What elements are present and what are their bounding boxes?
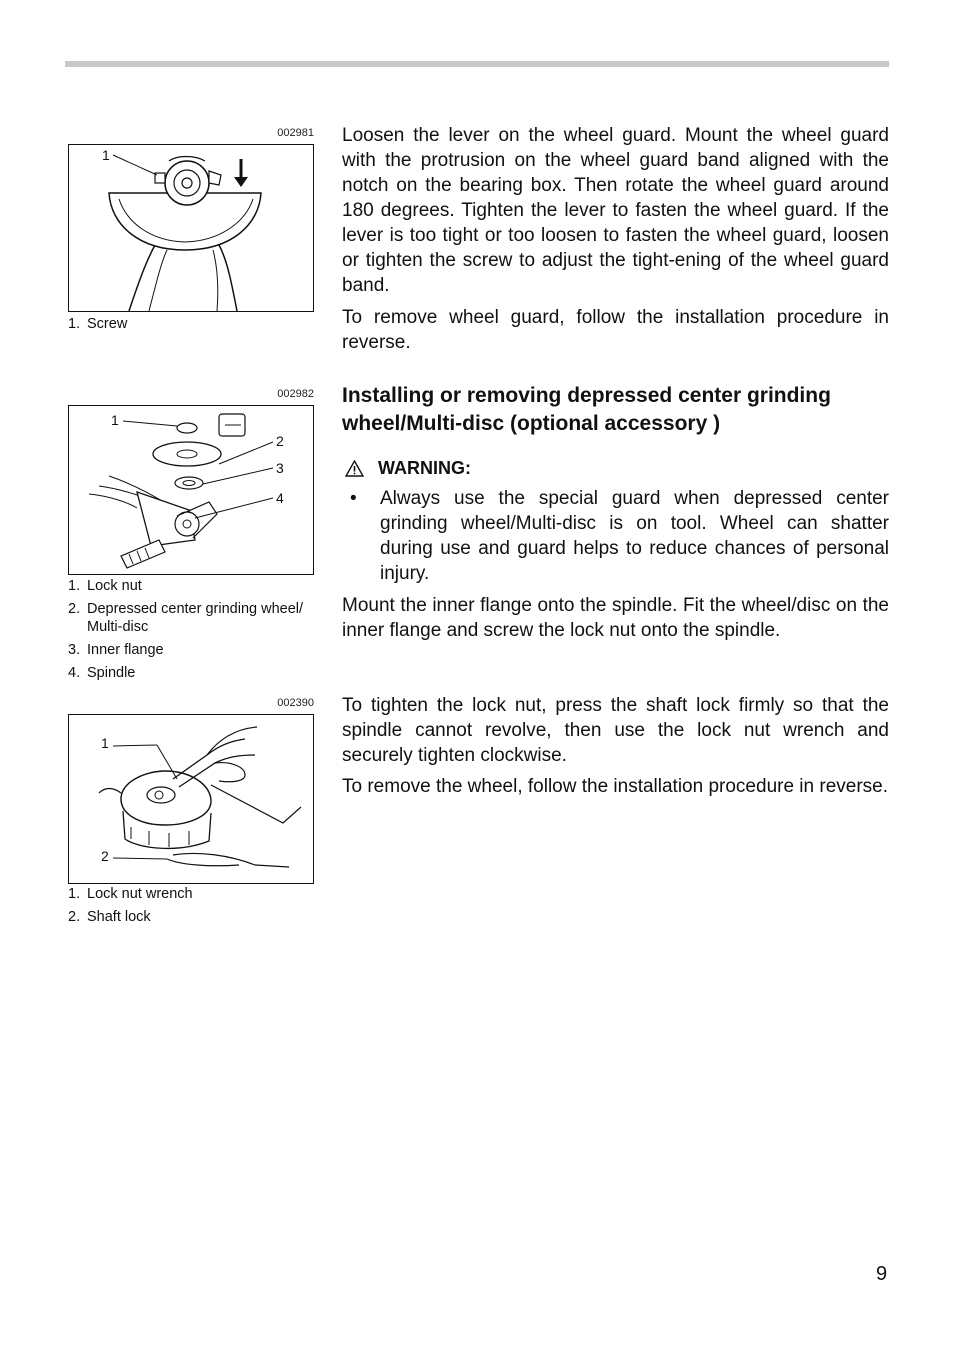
- legend-item: 1. Lock nut: [68, 578, 142, 594]
- header-rule: [65, 61, 889, 67]
- figure-illustration-depressed-wheel: [68, 405, 314, 575]
- body-text-block-3: [342, 693, 889, 799]
- bullet-dot: •: [350, 488, 357, 509]
- body-text-block-2: [342, 593, 889, 643]
- callout-1: 1: [101, 735, 109, 751]
- figure-legend: [68, 577, 328, 687]
- warning-bullet: [342, 486, 889, 586]
- figure-lock-nut-wrench: [68, 697, 314, 885]
- figure-code: 002982: [277, 388, 314, 400]
- grinder-guard-illustration: [69, 145, 313, 311]
- paragraph-tighten-lock-nut: To tighten the lock nut, press the shaft lock firmly so that the spindle cannot revolve, then use the lock nut wrench and securely tighten clockwise.: [342, 695, 889, 766]
- figure-wheel-guard: [68, 127, 314, 313]
- legend-item: 1. Screw: [68, 316, 128, 332]
- warning-label: [345, 458, 471, 479]
- paragraph-wheel-guard-remove: To remove wheel guard, follow the installation procedure in reverse.: [342, 307, 889, 353]
- callout-4: 4: [276, 490, 284, 506]
- warning-triangle-icon: [345, 460, 364, 477]
- legend-item: 4. Spindle: [68, 665, 136, 681]
- body-text-block-1: [342, 123, 889, 355]
- paragraph-wheel-guard-mount: Loosen the lever on the wheel guard. Mount the wheel guard with the protrusion on the wheel guard band aligned with the notch on the bearing box. Then rotate the wheel guard around 180 degrees. Tighten the lever to fasten the wheel guard. If the lever is too tight or too loosen to fasten the wheel guard, loosen or tighten the screw to adjust the tight-ening of the wheel guard band.: [342, 125, 889, 296]
- warning-text: WARNING:: [378, 458, 471, 478]
- figure-legend: [68, 315, 328, 338]
- callout-3: 3: [276, 460, 284, 476]
- callout-1: 1: [111, 412, 119, 428]
- callout-2: 2: [101, 848, 109, 864]
- callout-2: 2: [276, 433, 284, 449]
- figure-depressed-wheel: [68, 388, 314, 576]
- figure-illustration-lock-nut-wrench: [68, 714, 314, 884]
- figure-illustration-wheel-guard: [68, 144, 314, 312]
- legend-item: 3. Inner flange: [68, 642, 164, 658]
- paragraph-remove-wheel: To remove the wheel, follow the installation procedure in reverse.: [342, 776, 889, 797]
- page-number: 9: [876, 1263, 888, 1285]
- figure-code: 002981: [277, 127, 314, 139]
- warning-bullet-text: Always use the special guard when depressed center grinding wheel/Multi-disc is on tool. Wheel can shatter during use and guard helps to reduce chances of personal injury.: [380, 488, 889, 584]
- callout-1: 1: [102, 147, 110, 163]
- legend-item: 1. Lock nut wrench: [68, 886, 193, 902]
- figure-legend: [68, 885, 328, 931]
- paragraph-mount-flange: Mount the inner flange onto the spindle. Fit the wheel/disc on the inner flange and screw the lock nut onto the spindle.: [342, 595, 889, 641]
- legend-item: 2. Depressed center grinding wheel/ Multi-disc: [68, 601, 304, 635]
- figure-code: 002390: [277, 697, 314, 709]
- section-heading: Installing or removing depressed center grinding wheel/Multi-disc (optional accessory ): [342, 384, 831, 435]
- legend-item: 2. Shaft lock: [68, 909, 151, 925]
